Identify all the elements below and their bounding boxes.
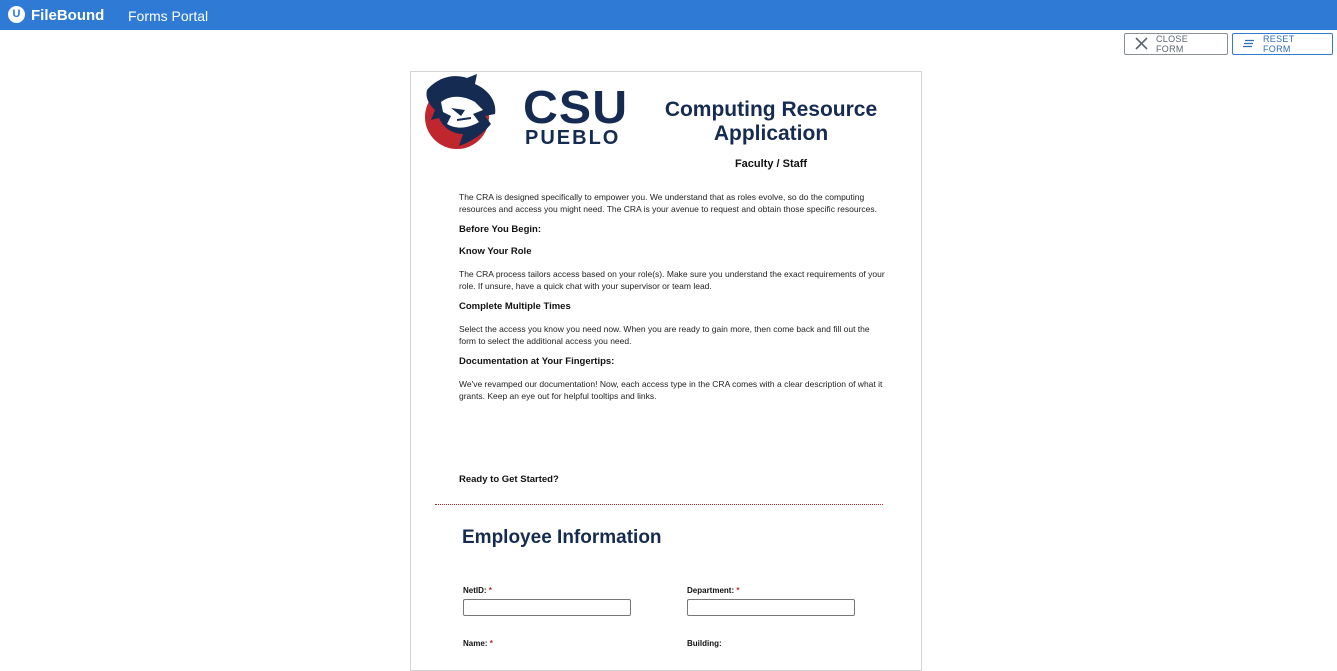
close-icon: [1135, 37, 1148, 52]
section-divider: [435, 504, 883, 505]
section-heading: Documentation at Your Fingertips:: [459, 356, 615, 367]
reset-form-label: RESET FORM: [1263, 34, 1295, 54]
section-heading: Before You Begin:: [459, 224, 541, 235]
csu-thunderwolf-logo: [417, 72, 501, 159]
close-form-label: CLOSE FORM: [1156, 34, 1189, 54]
building-label: Building:: [687, 639, 722, 648]
brand-name[interactable]: FileBound: [31, 7, 105, 24]
reset-form-button[interactable]: [1232, 33, 1333, 55]
name-label: [463, 639, 493, 648]
department-input[interactable]: [687, 599, 855, 616]
netid-label: [463, 586, 492, 595]
pueblo-logo-text: PUEBLO: [525, 127, 621, 149]
intro-body: [459, 191, 887, 411]
section-text: We've revamped our documentation! Now, each access type in the CRA comes with a clear description of what it grants. Keep an eye out for helpful tooltips and links.: [459, 379, 883, 401]
section-text: The CRA process tailors access based on your role(s). Make sure you understand the exact requirements of your role. If unsure, have a quick chat with your supervisor or team lead.: [459, 269, 885, 291]
section-text: Select the access you know you need now. When you are ready to gain more, then come back and fill out the form to select the additional access you need.: [459, 324, 870, 346]
section-heading: Complete Multiple Times: [459, 301, 571, 312]
form-title: Computing Resource Application: [664, 98, 878, 145]
netid-label-text: NetID:: [463, 586, 487, 595]
filebound-logo-icon: U: [8, 6, 25, 23]
portal-name[interactable]: Forms Portal: [128, 8, 209, 24]
ready-heading: Ready to Get Started?: [459, 474, 559, 485]
netid-input[interactable]: [463, 599, 631, 616]
name-label-text: Name:: [463, 639, 488, 648]
department-label: [687, 586, 739, 595]
section-heading: Know Your Role: [459, 246, 532, 257]
required-marker: *: [488, 586, 492, 595]
form-page: [410, 71, 922, 671]
employee-information-heading: Employee Information: [462, 527, 662, 548]
csu-logo-text: CSU: [523, 81, 629, 133]
top-bar: [0, 0, 1337, 30]
intro-paragraph: The CRA is designed specifically to empower you. We understand that as roles evolve, so do the computing resources and access you might need. The CRA is your avenue to request and obtain those specific resources.: [459, 192, 877, 214]
required-marker: *: [489, 639, 493, 648]
close-form-button[interactable]: [1124, 33, 1228, 55]
reset-lines-icon: [1243, 39, 1255, 50]
department-label-text: Department:: [687, 586, 735, 595]
form-subtitle: Faculty / Staff: [734, 158, 808, 170]
required-marker: *: [736, 586, 740, 595]
